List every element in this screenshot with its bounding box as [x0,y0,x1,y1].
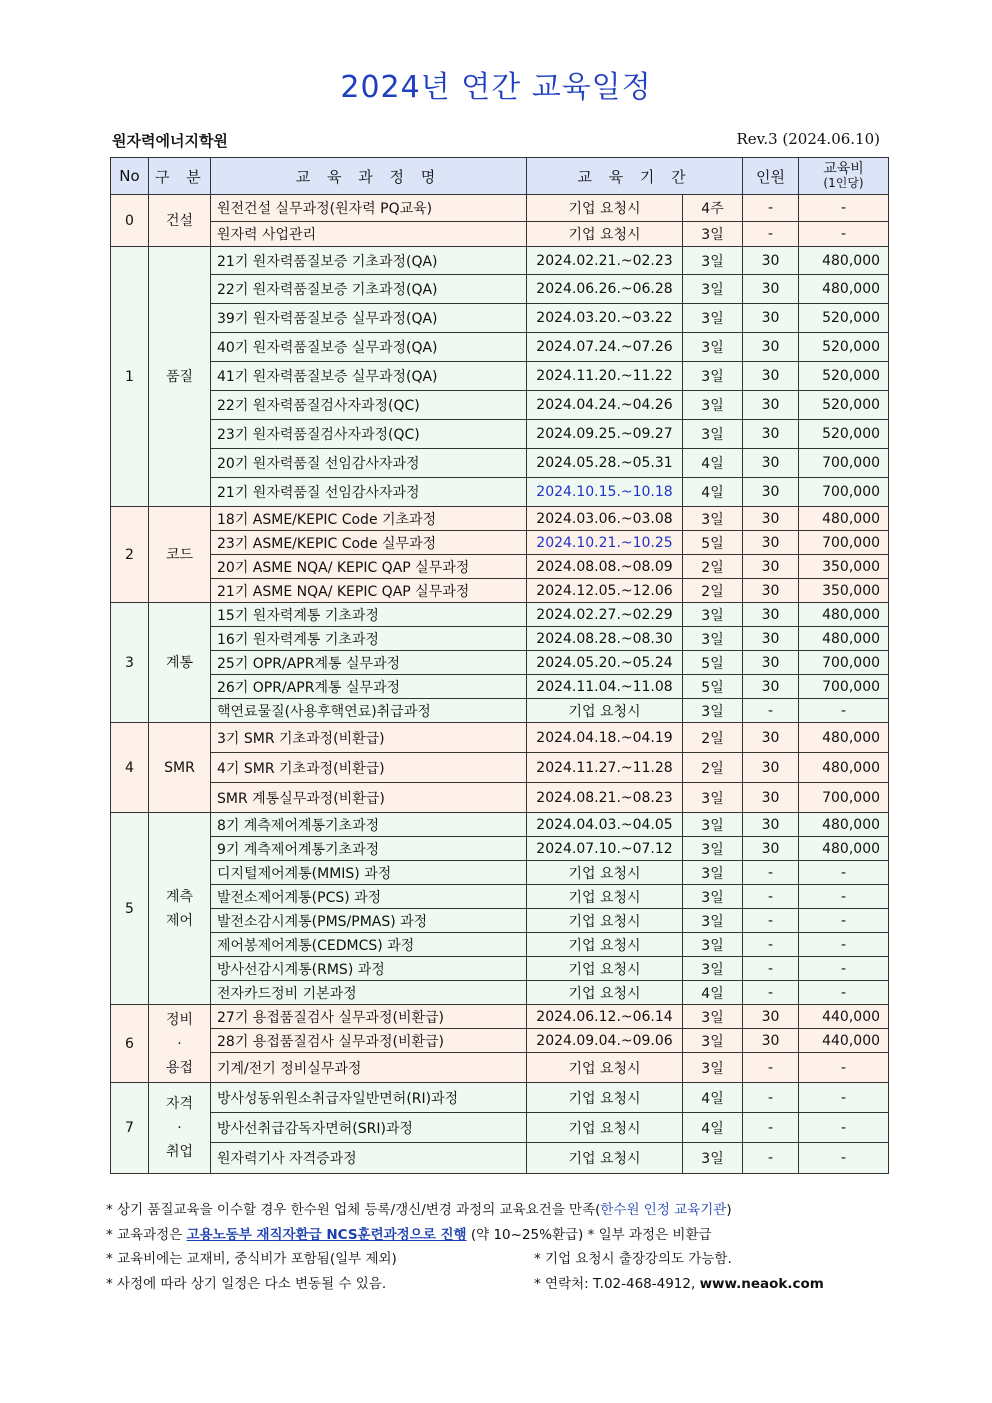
table-row [111,753,889,783]
course-period: 기업 요청시 [527,957,683,981]
course-fee: 520,000 [799,362,889,391]
course-people: 30 [743,813,799,837]
header-no: No [111,158,149,195]
course-duration: 3일 [683,247,743,275]
course-duration: 4일 [683,981,743,1005]
course-duration: 4일 [683,449,743,478]
course-people: 30 [743,333,799,362]
schedule-table [110,157,889,1174]
course-fee: 480,000 [799,723,889,753]
note-2-text: * 교육과정은 [106,1226,187,1243]
table-row [111,222,889,247]
table-row [111,861,889,885]
table-row [111,247,889,275]
note-3-right: * 기업 요청시 출장강의도 가능함. [534,1251,732,1267]
note-4-contact: * 연락처: T.02-468-4912, [534,1275,700,1292]
course-people: - [743,861,799,885]
category-line: 자격 [165,1096,194,1112]
course-duration: 3일 [683,699,743,723]
course-duration: 3일 [683,275,743,304]
course-name: 26기 OPR/APR계통 실무과정 [211,675,527,699]
course-people: 30 [743,507,799,531]
group-category [149,723,211,813]
group-category [149,195,211,247]
header-people: 인원 [743,158,799,195]
note-4-text: * 사정에 따라 상기 일정은 다소 변동될 수 있음. [106,1275,387,1292]
table-row [111,1053,889,1083]
course-period: 2024.03.06.~03.08 [527,507,683,531]
group-number: 1 [111,247,149,507]
course-people: 30 [743,753,799,783]
group-category [149,813,211,1005]
course-name: SMR 계통실무과정(비환급) [211,783,527,813]
course-period: 기업 요청시 [527,1083,683,1113]
course-duration: 3일 [683,304,743,333]
course-name: 28기 용접품질검사 실무과정(비환급) [211,1029,527,1053]
table-row [111,909,889,933]
course-name: 원자력 사업관리 [211,222,527,247]
website-link[interactable]: www.neaok.com [699,1275,824,1292]
course-fee: 700,000 [799,783,889,813]
course-period: 2024.10.15.~10.18 [527,478,683,507]
course-fee: - [799,195,889,222]
course-fee: 480,000 [799,753,889,783]
course-duration: 3일 [683,222,743,247]
course-name: 핵연료물질(사용후핵연료)취급과정 [211,699,527,723]
course-people: 30 [743,247,799,275]
course-period: 2024.08.28.~08.30 [527,627,683,651]
course-fee: 480,000 [799,627,889,651]
course-duration: 3일 [683,885,743,909]
table-row [111,813,889,837]
course-people: 30 [743,420,799,449]
course-period: 2024.11.04.~11.08 [527,675,683,699]
course-period: 2024.09.25.~09.27 [527,420,683,449]
note-3 [106,1247,732,1272]
course-duration: 3일 [683,909,743,933]
course-period: 2024.11.27.~11.28 [527,753,683,783]
course-fee: 700,000 [799,675,889,699]
course-period: 2024.08.21.~08.23 [527,783,683,813]
course-name: 21기 ASME NQA/ KEPIC QAP 실무과정 [211,579,527,603]
note-3-text: * 교육비에는 교재비, 중식비가 포함됨(일부 제외) [106,1251,397,1267]
course-fee: 700,000 [799,531,889,555]
course-name: 제어봉제어계통(CEDMCS) 과정 [211,933,527,957]
schedule-body [111,195,889,1174]
course-people: 30 [743,579,799,603]
course-people: - [743,933,799,957]
note-2-highlight: 고용노동부 재직자환급 NCS훈련과정으로 진행 [186,1226,467,1243]
course-duration: 3일 [683,603,743,627]
course-duration: 4일 [683,1083,743,1113]
course-people: 30 [743,723,799,753]
table-row [111,304,889,333]
course-people: 30 [743,449,799,478]
note-2-end: (약 10~25%환급) * 일부 과정은 비환급 [466,1226,712,1243]
course-people: 30 [743,555,799,579]
category-line: · [177,1035,182,1052]
course-fee: - [799,957,889,981]
course-name: 3기 SMR 기초과정(비환급) [211,723,527,753]
course-name: 23기 원자력품질검사자과정(QC) [211,420,527,449]
course-people: 30 [743,275,799,304]
table-row [111,627,889,651]
table-row [111,885,889,909]
table-row [111,362,889,391]
course-people: - [743,1143,799,1174]
table-row [111,675,889,699]
course-fee: 440,000 [799,1029,889,1053]
table-row [111,1029,889,1053]
table-row [111,391,889,420]
table-row [111,837,889,861]
table-row [111,449,889,478]
course-name: 25기 OPR/APR계통 실무과정 [211,651,527,675]
group-number: 3 [111,603,149,723]
course-people: 30 [743,1029,799,1053]
course-period: 2024.06.26.~06.28 [527,275,683,304]
note-1-highlight: 한수원 인정 교육기관 [600,1202,727,1218]
course-period: 2024.05.20.~05.24 [527,651,683,675]
course-duration: 3일 [683,861,743,885]
category-line: 제어 [165,912,194,929]
course-people: 30 [743,391,799,420]
table-row [111,723,889,753]
course-period: 기업 요청시 [527,981,683,1005]
course-period: 기업 요청시 [527,861,683,885]
course-people: - [743,957,799,981]
course-period: 기업 요청시 [527,1113,683,1143]
course-people: - [743,222,799,247]
course-name: 39기 원자력품질보증 실무과정(QA) [211,304,527,333]
course-people: 30 [743,603,799,627]
table-row [111,420,889,449]
group-number: 2 [111,507,149,603]
course-period: 2024.05.28.~05.31 [527,449,683,478]
course-fee: 700,000 [799,651,889,675]
table-row [111,1005,889,1029]
table-row [111,603,889,627]
course-duration: 3일 [683,391,743,420]
course-name: 방사선감시계통(RMS) 과정 [211,957,527,981]
course-duration: 3일 [683,420,743,449]
course-period: 기업 요청시 [527,699,683,723]
category-line: 용접 [165,1059,194,1076]
course-name: 40기 원자력품질보증 실무과정(QA) [211,333,527,362]
course-people: 30 [743,651,799,675]
table-row [111,531,889,555]
category-line: 취업 [165,1144,194,1160]
course-duration: 3일 [683,837,743,861]
course-period: 2024.06.12.~06.14 [527,1005,683,1029]
category-line: · [177,1120,182,1136]
course-fee: - [799,222,889,247]
group-number: 0 [111,195,149,247]
course-fee: - [799,909,889,933]
course-duration: 4일 [683,478,743,507]
course-duration: 3일 [683,362,743,391]
table-row [111,933,889,957]
course-fee: 350,000 [799,579,889,603]
header-fee-sub: (1인당) [823,176,864,190]
course-duration: 3일 [683,783,743,813]
course-name: 15기 원자력계통 기초과정 [211,603,527,627]
header-category: 구 분 [149,158,211,195]
course-fee: 480,000 [799,507,889,531]
course-fee: 700,000 [799,478,889,507]
course-people: 30 [743,362,799,391]
course-name: 20기 원자력품질 선임감사자과정 [211,449,527,478]
table-row [111,333,889,362]
course-fee: 520,000 [799,333,889,362]
course-fee: - [799,699,889,723]
note-1-end: ) [726,1202,732,1218]
course-period: 2024.10.21.~10.25 [527,531,683,555]
course-fee: 350,000 [799,555,889,579]
course-duration: 2일 [683,753,743,783]
table-row [111,783,889,813]
course-period: 2024.08.08.~08.09 [527,555,683,579]
table-row [111,699,889,723]
course-name: 22기 원자력품질보증 기초과정(QA) [211,275,527,304]
course-people: - [743,981,799,1005]
category-line: 정비 [165,1011,194,1028]
course-fee: - [799,1053,889,1083]
category-line: SMR [164,759,195,776]
course-people: - [743,1053,799,1083]
course-name: 발전소감시계통(PMS/PMAS) 과정 [211,909,527,933]
course-people: - [743,885,799,909]
group-number: 5 [111,813,149,1005]
course-period: 기업 요청시 [527,909,683,933]
course-name: 21기 원자력품질보증 기초과정(QA) [211,247,527,275]
note-2 [106,1223,732,1248]
course-duration: 3일 [683,627,743,651]
course-duration: 3일 [683,933,743,957]
course-people: 30 [743,531,799,555]
course-fee: - [799,1083,889,1113]
course-period: 2024.02.21.~02.23 [527,247,683,275]
group-category [149,603,211,723]
course-people: - [743,699,799,723]
course-duration: 3일 [683,813,743,837]
course-period: 기업 요청시 [527,933,683,957]
course-period: 2024.04.03.~04.05 [527,813,683,837]
course-period: 2024.12.05.~12.06 [527,579,683,603]
course-period: 2024.03.20.~03.22 [527,304,683,333]
course-people: 30 [743,478,799,507]
organization-name: 원자력에너지학원 [112,132,228,150]
course-fee: - [799,981,889,1005]
course-period: 2024.04.24.~04.26 [527,391,683,420]
course-people: 30 [743,1005,799,1029]
course-name: 디지털제어계통(MMIS) 과정 [211,861,527,885]
course-period: 2024.07.10.~07.12 [527,837,683,861]
course-period: 2024.07.24.~07.26 [527,333,683,362]
header-fee [799,158,889,195]
course-name: 27기 용접품질검사 실무과정(비환급) [211,1005,527,1029]
revision-label: Rev.3 (2024.06.10) [736,130,880,148]
course-fee: 520,000 [799,420,889,449]
course-people: 30 [743,304,799,333]
note-4 [106,1272,824,1297]
table-row [111,1113,889,1143]
course-people: 30 [743,627,799,651]
course-name: 8기 계측제어계통기초과정 [211,813,527,837]
category-line: 코드 [165,546,194,563]
course-people: - [743,909,799,933]
course-fee: 520,000 [799,304,889,333]
course-fee: - [799,885,889,909]
course-name: 기계/전기 정비실무과정 [211,1053,527,1083]
table-row [111,981,889,1005]
table-row [111,478,889,507]
course-duration: 3일 [683,333,743,362]
course-name: 18기 ASME/KEPIC Code 기초과정 [211,507,527,531]
course-fee: 480,000 [799,813,889,837]
group-category [149,507,211,603]
course-period: 기업 요청시 [527,1143,683,1174]
course-name: 원자력기사 자격증과정 [211,1143,527,1174]
table-row [111,195,889,222]
table-row [111,555,889,579]
course-duration: 5일 [683,651,743,675]
course-period: 2024.09.04.~09.06 [527,1029,683,1053]
footnotes [106,1198,824,1296]
group-category [149,1005,211,1083]
page-title: 2024년 연간 교육일정 [340,70,652,105]
table-row [111,651,889,675]
course-name: 23기 ASME/KEPIC Code 실무과정 [211,531,527,555]
course-people: - [743,1083,799,1113]
course-name: 4기 SMR 기초과정(비환급) [211,753,527,783]
course-duration: 3일 [683,1005,743,1029]
category-line: 계측 [165,888,194,905]
header-fee-label: 교육비 [823,161,864,177]
group-category [149,1083,211,1174]
table-row [111,579,889,603]
course-duration: 2일 [683,579,743,603]
course-duration: 5일 [683,675,743,699]
course-people: - [743,1113,799,1143]
course-period: 기업 요청시 [527,885,683,909]
course-name: 20기 ASME NQA/ KEPIC QAP 실무과정 [211,555,527,579]
course-period: 2024.02.27.~02.29 [527,603,683,627]
course-fee: - [799,933,889,957]
course-duration: 2일 [683,723,743,753]
course-fee: 440,000 [799,1005,889,1029]
group-number: 6 [111,1005,149,1083]
course-fee: 480,000 [799,837,889,861]
course-fee: 480,000 [799,603,889,627]
category-line: 건설 [165,212,194,229]
table-row [111,957,889,981]
course-fee: - [799,861,889,885]
category-line: 계통 [165,654,194,671]
course-name: 방사성동위원소취급자일반면허(RI)과정 [211,1083,527,1113]
course-fee: - [799,1143,889,1174]
header-course: 교 육 과 정 명 [211,158,527,195]
table-row [111,1083,889,1113]
course-duration: 2일 [683,555,743,579]
course-name: 22기 원자력품질검사자과정(QC) [211,391,527,420]
course-period: 2024.11.20.~11.22 [527,362,683,391]
course-period: 기업 요청시 [527,222,683,247]
course-duration: 3일 [683,1053,743,1083]
note-1-text: * 상기 품질교육을 이수할 경우 한수원 업체 등록/갱신/변경 과정의 교육요건을 만족( [106,1202,601,1218]
course-name: 원전건설 실무과정(원자력 PQ교육) [211,195,527,222]
course-fee: - [799,1113,889,1143]
category-line: 품질 [165,368,194,385]
course-duration: 4일 [683,1113,743,1143]
course-duration: 3일 [683,957,743,981]
header-period: 교 육 기 간 [527,158,743,195]
course-duration: 3일 [683,1029,743,1053]
group-number: 7 [111,1083,149,1174]
course-duration: 4주 [683,195,743,222]
course-period: 2024.04.18.~04.19 [527,723,683,753]
table-row [111,507,889,531]
course-period: 기업 요청시 [527,1053,683,1083]
group-category [149,247,211,507]
course-fee: 700,000 [799,449,889,478]
group-number: 4 [111,723,149,813]
table-row [111,275,889,304]
course-name: 9기 계측제어계통기초과정 [211,837,527,861]
course-period: 기업 요청시 [527,195,683,222]
course-name: 16기 원자력계통 기초과정 [211,627,527,651]
course-duration: 5일 [683,531,743,555]
course-fee: 480,000 [799,247,889,275]
course-people: 30 [743,783,799,813]
course-fee: 480,000 [799,275,889,304]
course-people: - [743,195,799,222]
course-name: 발전소제어계통(PCS) 과정 [211,885,527,909]
course-name: 21기 원자력품질 선임감사자과정 [211,478,527,507]
course-fee: 520,000 [799,391,889,420]
course-duration: 3일 [683,1143,743,1174]
table-row [111,1143,889,1174]
course-name: 전자카드정비 기본과정 [211,981,527,1005]
course-people: 30 [743,837,799,861]
course-name: 41기 원자력품질보증 실무과정(QA) [211,362,527,391]
course-duration: 3일 [683,507,743,531]
course-people: 30 [743,675,799,699]
course-name: 방사선취급감독자면허(SRI)과정 [211,1113,527,1143]
note-1 [106,1198,732,1223]
